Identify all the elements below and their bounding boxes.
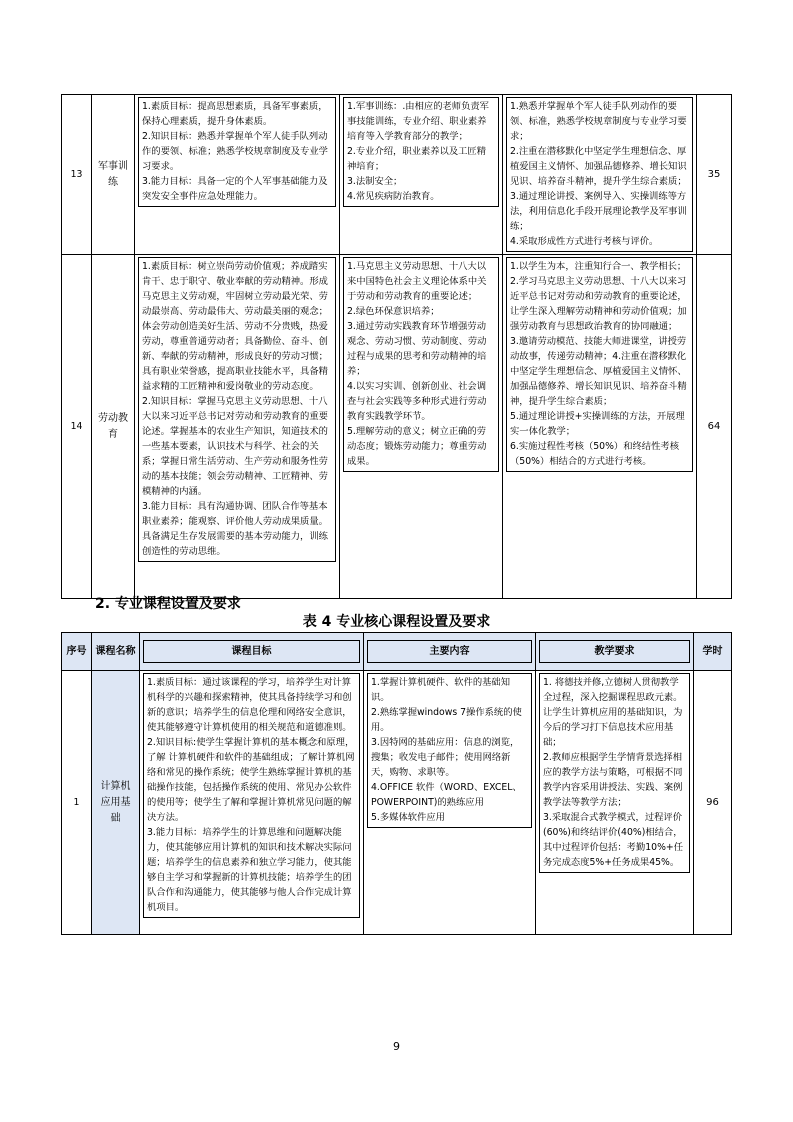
requirement-item: 3.通过理论讲授、案例导入、实操训练等方法，利用信息化手段开展理论教学及军事训练； <box>510 191 687 232</box>
requirement-item: 4.采取形成性方式进行考核与评价。 <box>510 236 659 247</box>
teaching-requirements-cell <box>503 255 697 599</box>
row-index: 13 <box>62 95 92 255</box>
page-number: 9 <box>393 1040 400 1053</box>
content-item: 2.专业介绍，职业素养以及工匠精神培育； <box>347 146 487 172</box>
course-goals-cell <box>135 95 340 255</box>
requirement-item: 2.注重在潜移默化中坚定学生理想信念、厚植爱国主义情怀、加强品德修养、增长知识见识、培养奋斗精神，提升学生综合素质； <box>510 146 687 187</box>
goal-item: 3.能力目标：具有沟通协调、团队合作等基本职业素养；能观察、评价他人劳动成果质量。具备满足生存发展需要的基本劳动能力，训练创造性的劳动思维。 <box>142 501 328 557</box>
content-item: 4.以实习实训、创新创业、社会调查与社会实践等多种形式进行劳动教育实践教学环节。 <box>347 381 487 422</box>
requirement-item: 6.实施过程性考核（50%）和终结性考核（50%）相结合的方式进行考核。 <box>510 441 679 467</box>
goal-item: 3.能力目标：具备一定的个人军事基础能力及突发安全事件应急处理能力。 <box>142 176 328 202</box>
content-item: 2.绿色环保意识培养； <box>347 306 440 317</box>
course-name: 军事训练 <box>92 95 135 255</box>
header-name: 课程名称 <box>92 633 140 671</box>
requirement-item: 1.以学生为本，注重知行合一、教学相长； <box>510 261 687 272</box>
row-index: 1 <box>62 671 92 935</box>
requirement-item: 3.邀请劳动模范、技能大师进课堂，讲授劳动故事，传递劳动精神；4.注重在潜移默化中坚定学生理想信念、厚植爱国主义情怀、加强品德修养、增长知识见识、培养奋斗精神，提升学生综合素质； <box>510 336 687 407</box>
goal-item: 1.素质目标：提高思想素质，具备军事素质，保持心理素质，提升身体素质。 <box>142 101 328 127</box>
course-hours: 35 <box>697 95 732 255</box>
requirement-item: 1.熟悉并掌握单个军人徒手队列动作的要领、标准，熟悉学校规章制度与专业学习要求； <box>510 101 687 142</box>
table-row <box>62 671 732 935</box>
table-header-row <box>62 633 732 671</box>
table-row <box>62 255 732 599</box>
content-item: 4.OFFICE 软件（WORD、EXCEL、POWERPOINT)的熟练应用 <box>371 782 522 808</box>
header-requirements-label: 教学要求 <box>539 640 690 663</box>
header-goals <box>140 633 364 671</box>
header-index: 序号 <box>62 633 92 671</box>
requirement-item: 2.教师应根据学生学情背景选择相应的教学方法与策略，可根据不同教学内容采用讲授法、实践、案例教学法等教学方法； <box>543 752 683 808</box>
course-goals-cell <box>135 255 340 599</box>
teaching-requirements-cell <box>503 95 697 255</box>
requirement-item: 5.通过理论讲授+实操训练的方法，开展理实一体化教学； <box>510 411 685 437</box>
content-item: 5.理解劳动的意义；树立正确的劳动态度；锻炼劳动能力；尊重劳动成果。 <box>347 426 487 467</box>
core-course-table <box>61 632 732 935</box>
goal-item: 2.知识目标：熟悉并掌握单个军人徒手队列动作的要领、标准；熟悉学校规章制度及专业学习要求。 <box>142 131 328 172</box>
course-hours: 96 <box>694 671 732 935</box>
goal-item: 1.素质目标：通过该课程的学习，培养学生对计算机科学的兴趣和探索精神，使其具备持续学习和创新的意识；培养学生的信息伦理和网络安全意识，使其能够遵守计算机使用的相关规范和道德准则。 <box>147 677 352 733</box>
goal-item: 2.知识目标:使学生掌握计算机的基本概念和原理，了解 计算机硬件和软件的基础组成；了解计算机网络和常见的操作系统；使学生熟练掌握计算机的基础操作技能，包括操作系统的使用、常见办公软件的使用等；使学生了解和掌握计算机常见问题的解决方法。 <box>147 737 355 823</box>
content-item: 3.因特网的基础应用：信息的浏览，搜集；收发电子邮件；使用网络新天，购物、求职等。 <box>371 737 520 778</box>
table-caption: 表 4 专业核心课程设置及要求 <box>302 614 491 630</box>
content-item: 4.常见疾病防治教育。 <box>347 191 440 202</box>
course-hours: 64 <box>697 255 732 599</box>
header-content-label: 主要内容 <box>367 640 532 663</box>
requirement-item: 1. 将德技并修,立德树人贯彻教学全过程，深入挖掘课程思政元素。让学生计算机应用的基础知识，为今后的学习打下信息技术应用基础； <box>543 677 683 748</box>
teaching-requirements-cell <box>536 671 694 935</box>
course-content-cell <box>340 95 503 255</box>
content-item: 2.熟练掌握windows 7操作系统的使用。 <box>371 707 522 733</box>
goal-item: 3.能力目标：培养学生的计算思维和问题解决能力，使其能够应用计算机的知识和技术解决实际问题；培养学生的信息素养和独立学习能力，使其能够自主学习和掌握新的计算机技能；培养学生的团队合作和沟通能力，使其能够与他人合作完成计算机项目。 <box>147 827 352 913</box>
goal-item: 2.知识目标：掌握马克思主义劳动思想、十八大以来习近平总书记对劳动和劳动教育的重要论述。掌握基本的农业生产知识，知道技术的一些基本要素，认识技术与科学、社会的关系；掌握日常生活劳动、生产劳动和服务性劳动的基本技能；领会劳动精神、工匠精神、劳模精神的内涵。 <box>142 396 328 497</box>
course-content-cell <box>364 671 536 935</box>
row-index: 14 <box>62 255 92 599</box>
header-goals-label: 课程目标 <box>143 640 360 663</box>
content-item: 1.军事训练：.由相应的老师负责军事技能训练，专业介绍、职业素养培育等入学教育部分的教学； <box>347 101 489 142</box>
course-goals-cell <box>140 671 364 935</box>
content-item: 3.法制安全； <box>347 176 403 187</box>
content-item: 1.掌握计算机硬件、软件的基础知识。 <box>371 677 511 703</box>
requirement-item: 2.学习马克思主义劳动思想、十八大以来习近平总书记对劳动和劳动教育的重要论述，让学生深入理解劳动精神和劳动价值观；加强劳动教育与思想政治教育的协同融通； <box>510 276 687 332</box>
header-requirements <box>536 633 694 671</box>
goal-item: 1.素质目标：树立崇尚劳动价值观；养成踏实肯干、忠于职守、敬业奉献的劳动精神。形成马克思主义劳动观，牢固树立劳动最光荣、劳动最崇高、劳动最伟大、劳动最美丽的观念；体会劳动创造美好生活、劳动不分贵贱，热爱劳动，尊重普通劳动者；具备勤俭、奋斗、创新、奉献的劳动精神，形成良好的劳动习惯；具有职业荣誉感，提高职业技能水平，具备精益求精的工匠精神和爱岗敬业的劳动态度。 <box>142 261 328 392</box>
header-hours: 学时 <box>694 633 732 671</box>
requirement-item: 3.采取混合式教学模式，过程评价(60%)和终结评价(40%)相结合，其中过程评价包括：考勤10%+任务完成态度5%+任务成果45%。 <box>543 812 684 868</box>
course-content-cell <box>340 255 503 599</box>
general-course-table <box>61 94 732 599</box>
content-item: 3.通过劳动实践教育环节增强劳动观念、劳动习惯、劳动制度、劳动过程与成果的思考和劳动精神的培养； <box>347 321 487 377</box>
table-row <box>62 95 732 255</box>
header-content <box>364 633 536 671</box>
content-item: 5.多媒体软件应用 <box>371 812 445 823</box>
course-name: 计算机应用基础 <box>92 671 140 935</box>
section-heading: 2. 专业课程设置及要求 <box>95 596 241 612</box>
content-item: 1.马克思主义劳动思想、十八大以来中国特色社会主义理论体系中关于劳动和劳动教育的重要论述； <box>347 261 487 302</box>
course-name: 劳动教育 <box>92 255 135 599</box>
